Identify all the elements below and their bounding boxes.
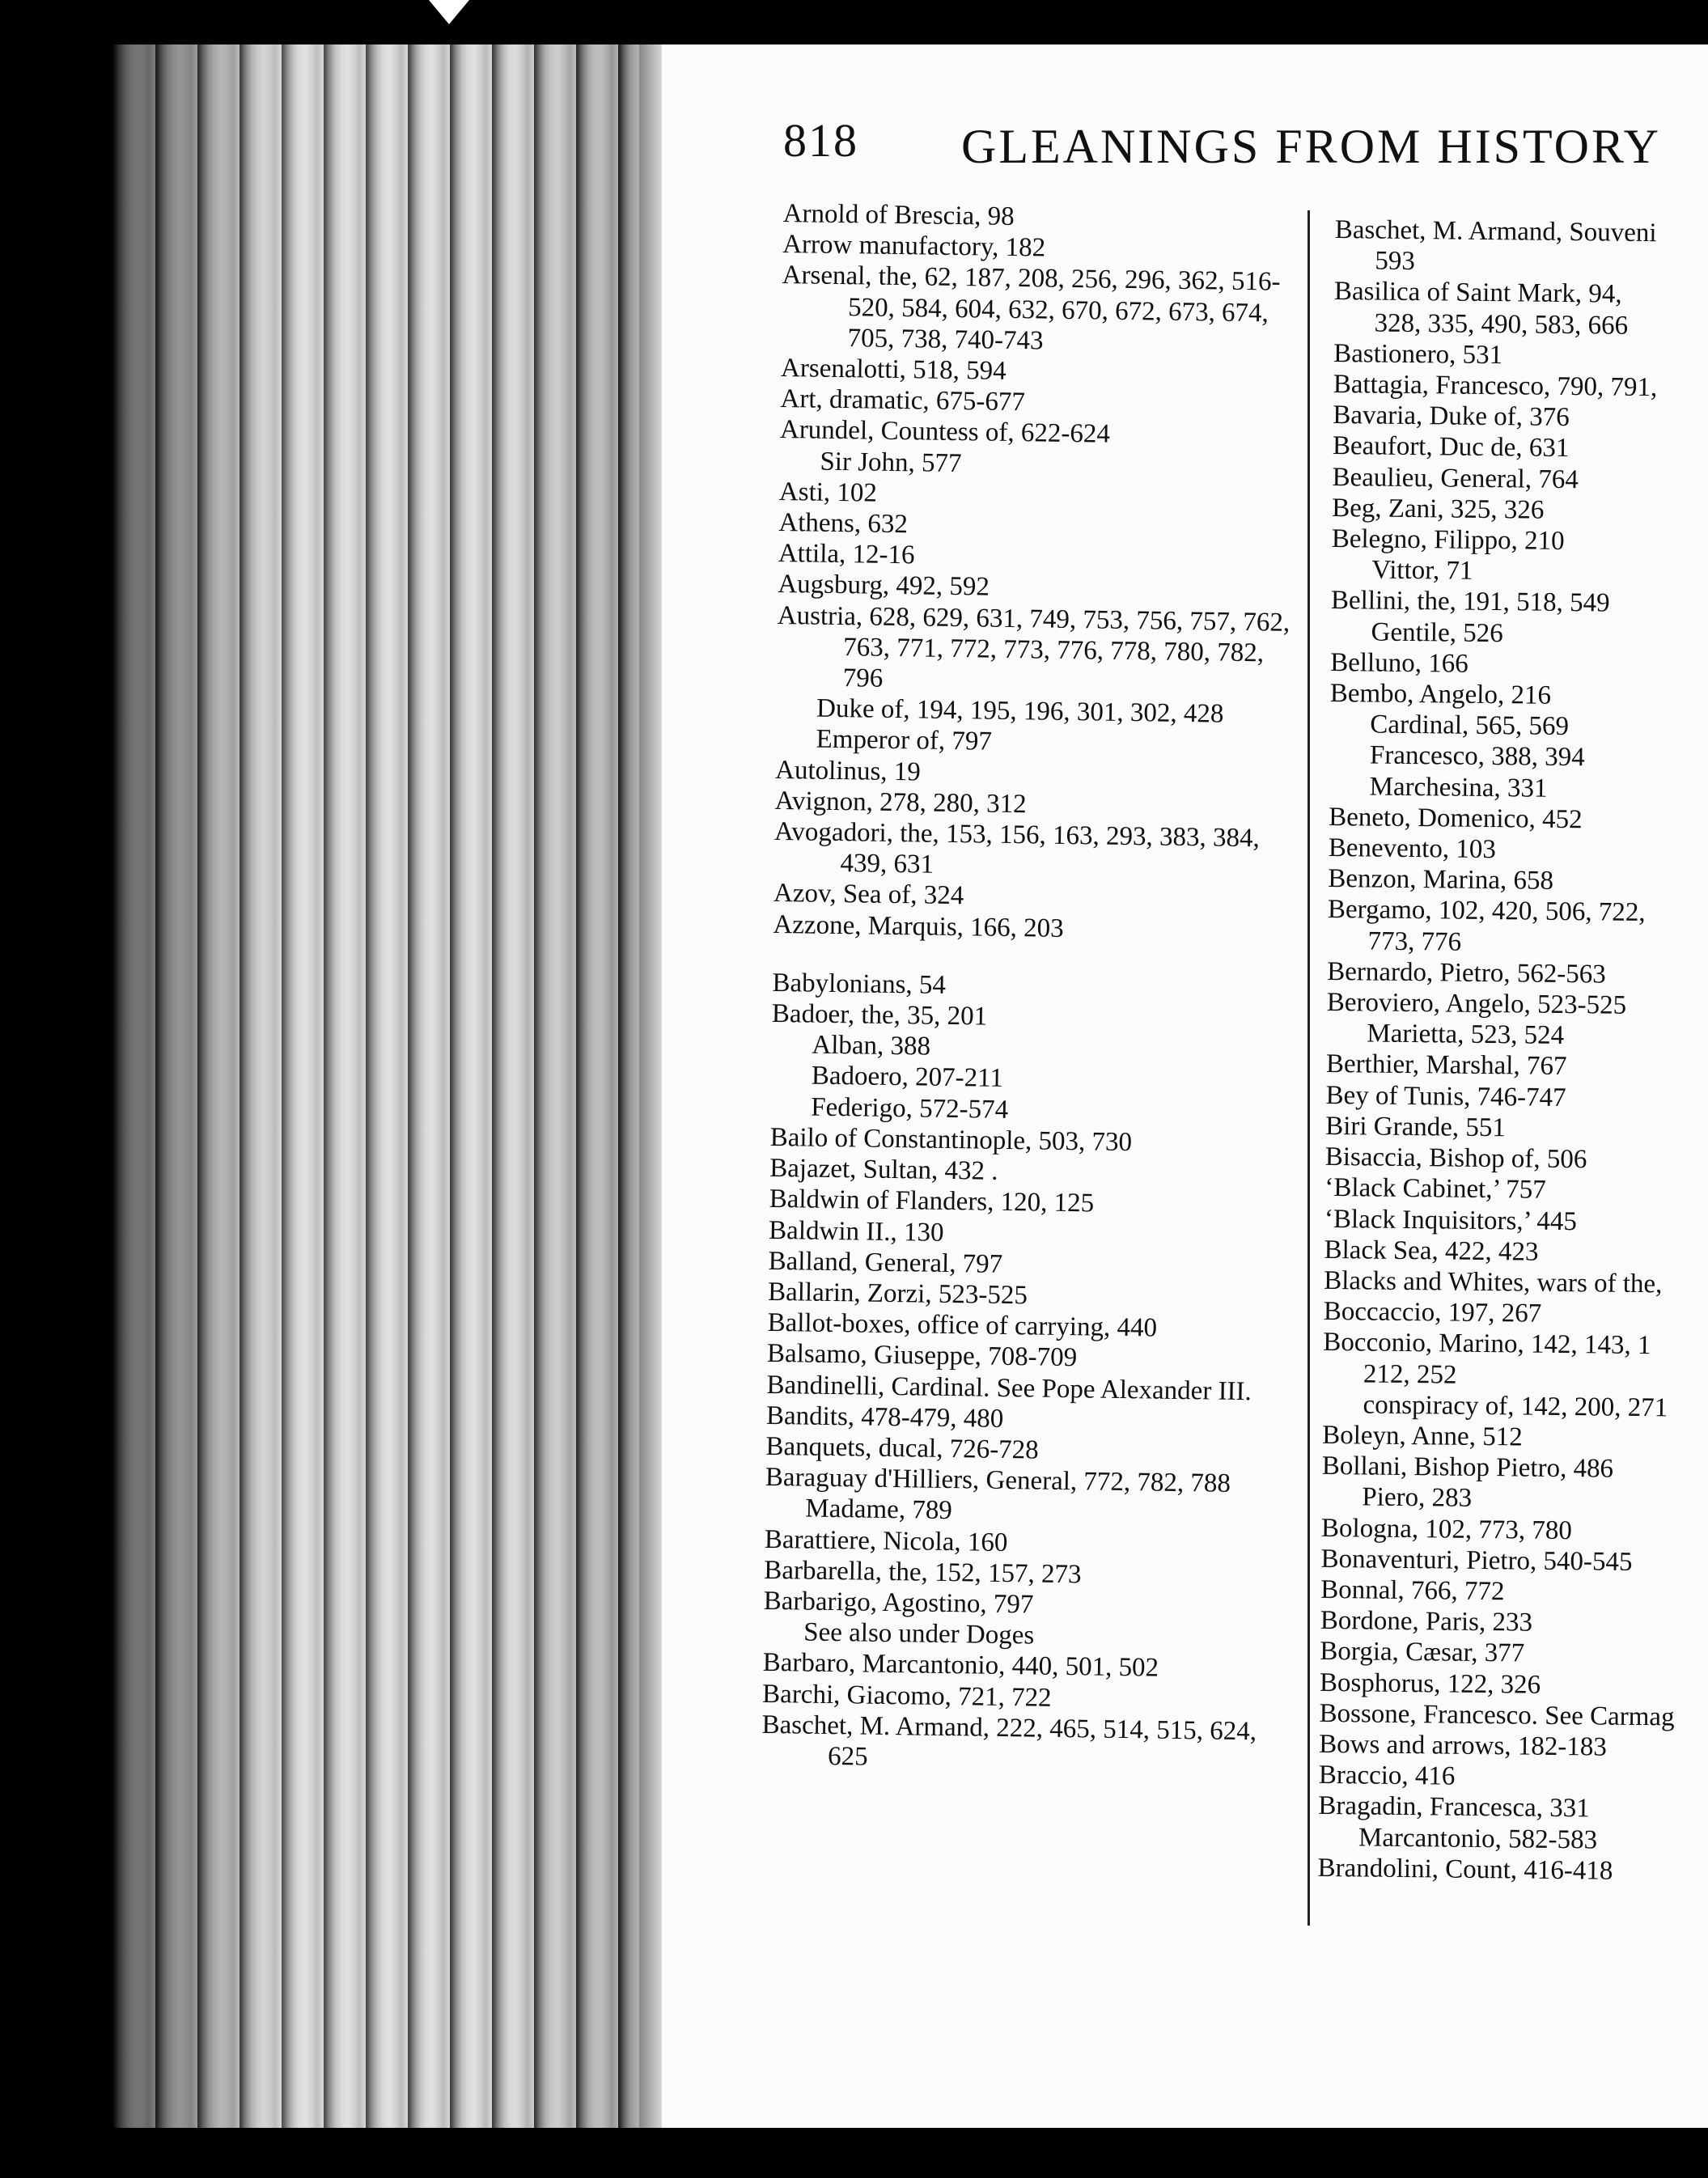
index-subentry: 328, 335, 490, 583, 666 (1374, 308, 1629, 341)
index-entry: Bocconio, Marino, 142, 143, 1 (1323, 1328, 1651, 1361)
index-entry: Brandolini, Count, 416-418 (1317, 1853, 1613, 1886)
index-entry: Braccio, 416 (1318, 1761, 1456, 1791)
book-gutter (639, 44, 663, 2128)
index-entry: Beaufort, Duc de, 631 (1332, 431, 1570, 464)
index-entry: Bows and arrows, 182-183 (1319, 1729, 1607, 1762)
index-entry: Banquets, ducal, 726-728 (765, 1431, 1039, 1465)
index-entry: Bisaccia, Bishop of, 506 (1324, 1142, 1587, 1175)
index-entry: Bordone, Paris, 233 (1320, 1606, 1533, 1638)
index-entry: Babylonians, 54 (772, 968, 947, 1000)
index-subentry: Federigo, 572-574 (811, 1092, 1009, 1125)
index-subentry: 773, 776 (1367, 926, 1462, 957)
index-entry: Barbarigo, Agostino, 797 (763, 1586, 1034, 1620)
index-entry: Bavaria, Duke of, 376 (1333, 400, 1570, 433)
index-subentry: Duke of, 194, 195, 196, 301, 302, 428 (816, 693, 1224, 729)
index-entry: Baldwin II., 130 (768, 1215, 944, 1248)
index-entry: Basilica of Saint Mark, 94, (1333, 277, 1622, 310)
index-subentry: Madame, 789 (805, 1494, 953, 1526)
index-entry: Azzone, Marquis, 166, 203 (773, 909, 1064, 943)
index-entry: Balsamo, Giuseppe, 708-709 (766, 1339, 1078, 1373)
index-entry: Arsenalotti, 518, 594 (780, 353, 1007, 386)
index-entry: Autolinus, 19 (774, 755, 922, 787)
index-entry: Belluno, 166 (1330, 647, 1469, 679)
index-subentry: 212, 252 (1363, 1358, 1457, 1390)
index-entry: Barbaro, Marcantonio, 440, 501, 502 (762, 1648, 1159, 1683)
index-entry: Bonnal, 766, 772 (1320, 1574, 1505, 1607)
index-subentry: Francesco, 388, 394 (1369, 740, 1585, 773)
index-subentry: Sir John, 577 (820, 447, 962, 478)
index-entry: Ballarin, Zorzi, 523-525 (767, 1277, 1028, 1311)
index-entry: Belegno, Filippo, 210 (1331, 524, 1565, 557)
index-entry: Avogadori, the, 153, 156, 163, 293, 383, 384, 439, 631 (773, 816, 1261, 879)
index-entry: Azov, Sea of, 324 (773, 879, 964, 911)
page-number: 818 (783, 114, 858, 167)
index-entry: Barchi, Giacomo, 721, 722 (761, 1679, 1052, 1713)
index-entry: Badoer, the, 35, 201 (771, 998, 988, 1032)
index-subentry: Marcantonio, 582-583 (1358, 1822, 1598, 1855)
index-entry: Attila, 12-16 (778, 539, 915, 570)
index-entry: Beneto, Domenico, 452 (1329, 802, 1583, 835)
index-entry: Bandinelli, Cardinal. See Pope Alexander III. (766, 1370, 1252, 1406)
index-subentry: Cardinal, 565, 569 (1370, 710, 1570, 742)
index-entry: Bajazet, Sultan, 432 . (769, 1153, 998, 1186)
index-entry: Ballot-boxes, office of carrying, 440 (767, 1307, 1158, 1343)
index-entry: Bologna, 102, 773, 780 (1320, 1513, 1572, 1545)
index-entry: Beroviero, Angelo, 523-525 (1326, 988, 1627, 1020)
running-head: GLEANINGS FROM HISTORY (961, 120, 1661, 173)
index-entry: Borgia, Cæsar, 377 (1320, 1637, 1525, 1668)
index-subentry: Piero, 283 (1362, 1482, 1473, 1514)
index-entry: Bey of Tunis, 746-747 (1325, 1080, 1566, 1112)
index-entry: Bernardo, Pietro, 562-563 (1327, 956, 1606, 989)
index-entry: Asti, 102 (778, 477, 878, 508)
index-entry: Austria, 628, 629, 631, 749, 753, 756, 757, 762, 763, 771, 772, 773, 776, 778, 780, 782, 796 (777, 600, 1291, 693)
index-entry: Bandits, 478-479, 480 (765, 1400, 1004, 1434)
scan-top-marker (429, 0, 469, 24)
index-entry: Benzon, Marina, 658 (1328, 864, 1554, 896)
index-entry: Arsenal, the, 62, 187, 208, 256, 296, 362, 516-520, 584, 604, 632, 670, 672, 673, 674, 705, 738, 740-743 (782, 261, 1281, 356)
index-entry: Bastionero, 531 (1333, 338, 1503, 370)
index-entry: Biri Grande, 551 (1325, 1111, 1507, 1143)
index-subentry: Vittor, 71 (1371, 555, 1473, 587)
index-entry: Battagia, Francesco, 790, 791, (1333, 370, 1658, 403)
index-subentry: Gentile, 526 (1371, 617, 1503, 648)
index-entry: Baraguay d'Hilliers, General, 772, 782, 788 (765, 1462, 1231, 1498)
index-entry: Baldwin of Flanders, 120, 125 (769, 1184, 1095, 1218)
index-entry: Bollani, Bishop Pietro, 486 (1321, 1451, 1614, 1484)
index-entry: Bonaventuri, Pietro, 540-545 (1320, 1544, 1633, 1577)
index-entry: Arnold of Brescia, 98 (782, 198, 1015, 231)
index-entry: Beaulieu, General, 764 (1332, 462, 1579, 494)
index-page (662, 44, 1708, 2128)
index-entry: Beg, Zani, 325, 326 (1332, 493, 1545, 525)
index-entry: Barattiere, Nicola, 160 (764, 1524, 1008, 1557)
index-subentry: 593 (1375, 246, 1416, 277)
index-entry: Benevento, 103 (1328, 833, 1497, 865)
scan-bottom-border (0, 2128, 1708, 2178)
book-page-edges (113, 44, 672, 2128)
index-subentry: conspiracy of, 142, 200, 271 (1363, 1390, 1668, 1423)
index-column-right (1317, 214, 1708, 1888)
index-entry: Bossone, Francesco. See Carmag (1319, 1698, 1675, 1732)
index-entry: Arrow manufactory, 182 (782, 230, 1046, 263)
index-entry: Bembo, Angelo, 216 (1329, 679, 1552, 710)
index-subentry: Alban, 388 (812, 1030, 931, 1061)
index-subentry: See also under Doges (803, 1617, 1035, 1650)
index-entry: Blacks and Whites, wars of the, (1324, 1265, 1663, 1299)
index-entry: Boleyn, Anne, 512 (1322, 1420, 1523, 1452)
index-subentry: Marietta, 523, 524 (1367, 1019, 1565, 1051)
index-entry: Baschet, M. Armand, Souveni (1334, 214, 1657, 248)
index-subentry: Marchesina, 331 (1369, 772, 1548, 803)
index-column-left (761, 198, 1301, 1778)
index-entry: Baschet, M. Armand, 222, 465, 514, 515, 624, 625 (761, 1710, 1257, 1772)
index-entry: Bailo of Constantinople, 503, 730 (769, 1122, 1133, 1158)
index-entry: Bosphorus, 122, 326 (1319, 1667, 1541, 1700)
index-entry: Avignon, 278, 280, 312 (774, 786, 1027, 820)
index-entry: Augsburg, 492, 592 (778, 570, 990, 603)
index-entry: Barbarella, the, 152, 157, 273 (764, 1555, 1082, 1590)
index-subentry: Emperor of, 797 (816, 725, 993, 757)
index-entry: Bergamo, 102, 420, 506, 722, (1327, 895, 1646, 928)
index-entry: Bragadin, Francesca, 331 (1318, 1791, 1590, 1824)
index-entry: Bellini, the, 191, 518, 549 (1330, 586, 1610, 619)
index-entry: Arundel, Countess of, 622-624 (779, 415, 1111, 450)
index-entry: Art, dramatic, 675-677 (780, 384, 1026, 417)
index-subentry: Badoero, 207-211 (811, 1061, 1004, 1094)
index-entry: ‘Black Cabinet,’ 757 (1324, 1173, 1546, 1206)
index-entry: Athens, 632 (778, 507, 909, 540)
index-entry: ‘Black Inquisitors,’ 445 (1324, 1204, 1578, 1236)
column-divider (1307, 210, 1310, 1926)
index-entry: Balland, General, 797 (768, 1246, 1003, 1279)
index-entry: Berthier, Marshal, 767 (1325, 1049, 1567, 1082)
index-entry: Boccaccio, 197, 267 (1323, 1297, 1542, 1328)
index-entry: Black Sea, 422, 423 (1324, 1235, 1539, 1267)
